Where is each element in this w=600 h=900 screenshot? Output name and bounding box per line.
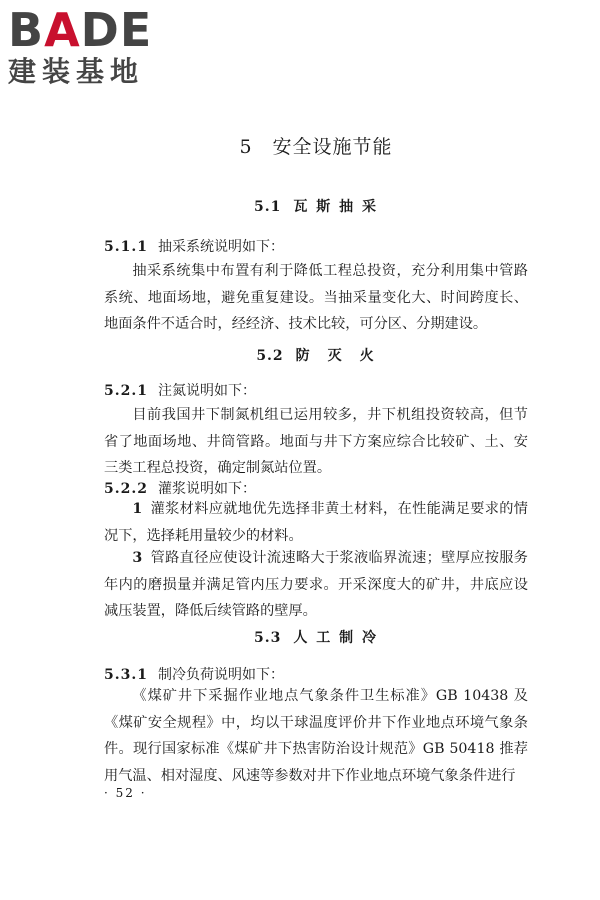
logo-wordmark: BADE bbox=[8, 3, 153, 57]
section-heading: 5.1 瓦 斯 抽 采 bbox=[254, 199, 378, 215]
logo-subtitle: 建装基地 bbox=[8, 55, 145, 88]
page-number: · 52 · bbox=[104, 786, 147, 800]
paragraph: 1 灌浆材料应就地优先选择非黄土材料，在性能满足要求的情况下，选择耗用量较少的材料。 bbox=[104, 501, 528, 544]
subsection-heading: 5.1.1 抽采系统说明如下： bbox=[104, 239, 284, 255]
paragraph: 《煤矿井下采掘作业地点气象条件卫生标准》GB 10438 及《煤矿安全规程》中，均以干球温度评价井下作业地点环境气象条件。现行国家标准《煤矿井下热害防治设计规范》GB 50418 推荐用气温、相对湿度、风速等参数对井下作业地点环境气象条件进行 bbox=[104, 688, 528, 784]
paragraph: 3 管路直径应使设计流速略大于浆液临界流速；壁厚应按服务年内的磨损量并满足管内压力要求。开采深度大的矿井，井底应设减压装置，降低后续管路的壁厚。 bbox=[104, 550, 528, 619]
section-heading: 5.2 防 灭 火 bbox=[256, 348, 376, 364]
chapter-title: 5 安全设施节能 bbox=[239, 136, 393, 158]
bade-logo bbox=[8, 3, 178, 88]
subsection-heading: 5.2.1 注氮说明如下： bbox=[104, 383, 256, 399]
paragraph: 抽采系统集中布置有利于降低工程总投资，充分利用集中管路系统、地面场地，避免重复建设。当抽采量变化大、时间跨度长、地面条件不适合时，经经济、技术比较，可分区、分期建设。 bbox=[104, 263, 528, 332]
subsection-heading: 5.2.2 灌浆说明如下： bbox=[104, 481, 256, 497]
subsection-heading: 5.3.1 制冷负荷说明如下： bbox=[104, 667, 284, 683]
paragraph: 目前我国井下制氮机组已运用较多，井下机组投资较高，但节省了地面场地、井筒管路。地面与井下方案应综合比较矿、土、安三类工程总投资，确定制氮站位置。 bbox=[104, 407, 528, 476]
section-heading: 5.3 人 工 制 冷 bbox=[254, 630, 378, 646]
